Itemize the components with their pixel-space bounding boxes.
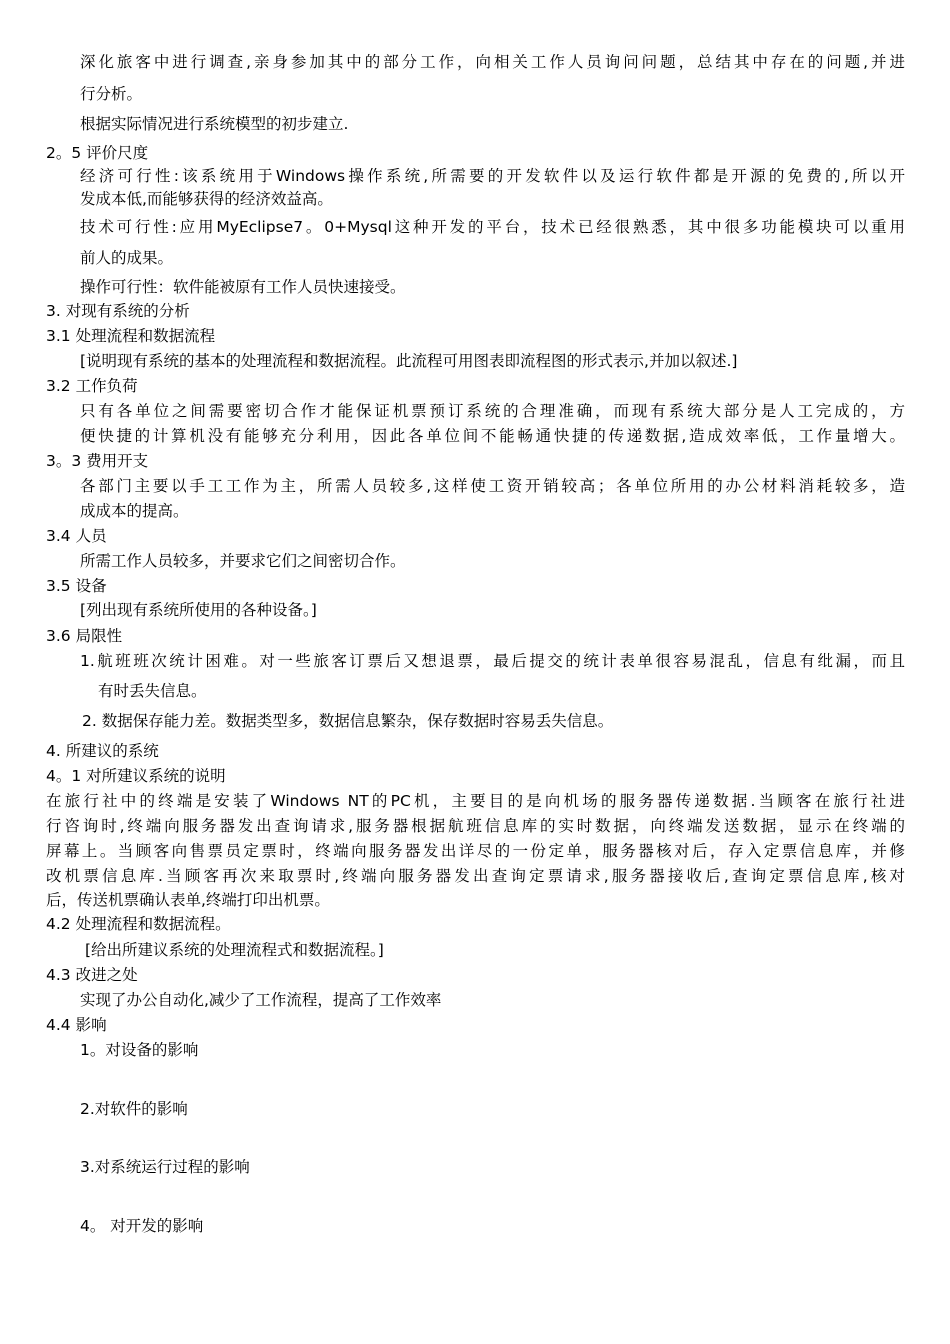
section-heading: 4.4 影响: [46, 1016, 107, 1034]
body-text: 发成本低,而能够获得的经济效益高。: [80, 190, 333, 208]
list-item: 2. 数据保存能力差。数据类型多，数据信息繁杂，保存数据时容易丢失信息。: [82, 712, 614, 730]
section-heading: 3. 对现有系统的分析: [46, 302, 190, 320]
body-text: [说明现有系统的基本的处理流程和数据流程。此流程可用图表即流程图的形式表示,并加以叙述.]: [80, 352, 738, 370]
section-heading: 4。1 对所建议系统的说明: [46, 767, 226, 785]
body-text: 所需工作人员较多，并要求它们之间密切合作。: [80, 552, 406, 570]
section-heading: 3.2 工作负荷: [46, 377, 138, 395]
body-text: 深化旅客中进行调查,亲身参加其中的部分工作，向相关工作人员询问问题，总结其中存在的问题,并进: [80, 53, 905, 71]
section-heading: 3.1 处理流程和数据流程: [46, 327, 216, 345]
section-heading: 3.5 设备: [46, 577, 107, 595]
list-item: 2.对软件的影响: [80, 1100, 188, 1118]
list-item: 4。 对开发的影响: [80, 1217, 204, 1235]
body-text: 技术可行性:应用MyEclipse7。0+Mysql这种开发的平台，技术已经很熟悉，其中很多功能模块可以重用: [80, 218, 905, 236]
list-item: 3.对系统运行过程的影响: [80, 1158, 250, 1176]
list-item: 1。对设备的影响: [80, 1041, 199, 1059]
section-heading: 4.2 处理流程和数据流程。: [46, 915, 231, 933]
body-text: 在旅行社中的终端是安装了Windows NT的PC机，主要目的是向机场的服务器传递数据.当顾客在旅行社进: [46, 792, 905, 810]
section-heading: 3。3 费用开支: [46, 452, 149, 470]
body-text: 后，传送机票确认表单,终端打印出机票。: [46, 891, 330, 909]
body-text: 只有各单位之间需要密切合作才能保证机票预订系统的合理准确，而现有系统大部分是人工完成的，方: [80, 402, 905, 420]
body-text: 便快捷的计算机没有能够充分利用，因此各单位间不能畅通快捷的传递数据,造成效率低，工作量增大。: [80, 427, 905, 445]
body-text: 屏幕上。当顾客向售票员定票时，终端向服务器发出详尽的一份定单，服务器核对后，存入定票信息库，并修: [46, 842, 905, 860]
body-text: 成成本的提高。: [80, 502, 189, 520]
list-item: 有时丢失信息。: [98, 682, 207, 700]
body-text: 根据实际情况进行系统模型的初步建立.: [80, 115, 349, 133]
body-text: 改机票信息库.当顾客再次来取票时,终端向服务器发出查询定票请求,服务器接收后,查询定票信息库,核对: [46, 867, 905, 885]
section-heading: 3.4 人员: [46, 527, 107, 545]
body-text: 实现了办公自动化,减少了工作流程，提高了工作效率: [80, 991, 442, 1009]
section-heading: 4. 所建议的系统: [46, 742, 159, 760]
body-text: 前人的成果。: [80, 249, 174, 267]
body-text: 行咨询时,终端向服务器发出查询请求,服务器根据航班信息库的实时数据，向终端发送数据，显示在终端的: [46, 817, 905, 835]
body-text: 经济可行性:该系统用于Windows操作系统,所需要的开发软件以及运行软件都是开源的免费的,所以开: [80, 167, 905, 185]
body-text: [给出所建议系统的处理流程式和数据流程。]: [85, 941, 384, 959]
body-text: 操作可行性：软件能被原有工作人员快速接受。: [80, 278, 406, 296]
body-text: [列出现有系统所使用的各种设备。]: [80, 601, 317, 619]
section-heading: 2。5 评价尺度: [46, 144, 149, 162]
body-text: 行分析。: [80, 85, 143, 103]
body-text: 各部门主要以手工工作为主，所需人员较多,这样使工资开销较高；各单位所用的办公材料消耗较多，造: [80, 477, 905, 495]
list-item: 1.航班班次统计困难。对一些旅客订票后又想退票，最后提交的统计表单很容易混乱，信息有纰漏，而且: [80, 652, 905, 670]
section-heading: 4.3 改进之处: [46, 966, 138, 984]
section-heading: 3.6 局限性: [46, 627, 123, 645]
